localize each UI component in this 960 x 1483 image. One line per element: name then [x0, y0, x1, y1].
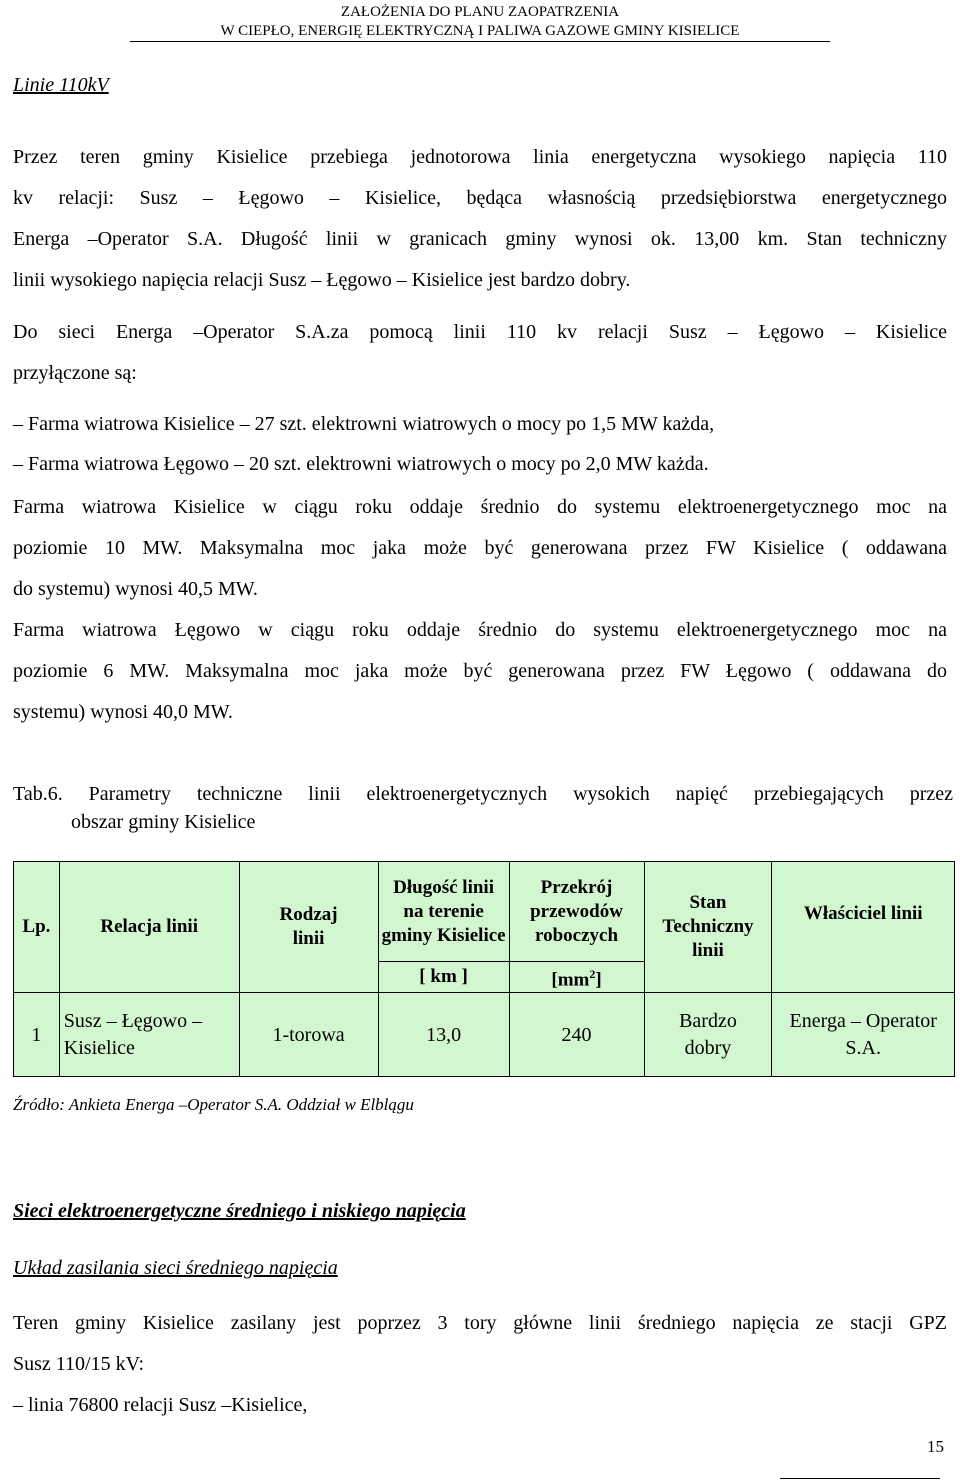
cell-relacja: Susz – Łęgowo – Kisielice — [59, 993, 239, 1077]
text-line: poziomie 10 MW. Maksymalna moc jaka może być generowana przez FW Kisielice ( oddawana — [13, 537, 947, 559]
page-number: 15 — [927, 1437, 944, 1456]
cell-stan: Bardzo dobry — [644, 993, 772, 1077]
footer-rule — [780, 1478, 940, 1479]
unit-przekroj-pre: [mm — [551, 969, 590, 991]
text-line: przyłączone są: — [13, 362, 137, 384]
list-item: – Farma wiatrowa Łęgowo – 20 szt. elektrowni wiatrowych o mocy po 2,0 MW każda. — [13, 453, 709, 475]
text-line: systemu) wynosi 40,0 MW. — [13, 701, 233, 723]
section-heading-110kv: Linie 110kV — [13, 74, 109, 96]
text-line: linii wysokiego napięcia relacji Susz – Łęgowo – Kisielice jest bardzo dobry. — [13, 269, 631, 291]
header-wlasciciel: Właściciel linii — [772, 862, 955, 993]
text-line: do systemu) wynosi 40,5 MW. — [13, 578, 258, 600]
paragraph-kisielice-farm — [13, 487, 947, 610]
header-lp: Lp. — [14, 862, 60, 993]
header-dlugosc: Długość linii na terenie gminy Kisielice — [378, 862, 509, 962]
cell-lp: 1 — [14, 993, 60, 1077]
table-row — [14, 993, 955, 1077]
technical-parameters-table — [13, 861, 955, 1077]
text-line: Energa –Operator S.A. Długość linii w granicach gminy wynosi ok. 13,00 km. Stan techniczny — [13, 228, 947, 250]
table-caption-label: Tab.6. — [13, 783, 63, 805]
text-line: Farma wiatrowa Kisielice w ciągu roku oddaje średnio do systemu elektroenergetycznego moc na — [13, 496, 947, 518]
line-list — [13, 1385, 947, 1426]
paragraph-connected — [13, 312, 947, 394]
text-line: Susz 110/15 kV: — [13, 1353, 145, 1375]
cell-dlugosc: 13,0 — [378, 993, 509, 1077]
unit-przekroj — [509, 962, 644, 993]
paragraph-intro — [13, 137, 947, 301]
table-caption-line1 — [13, 780, 953, 808]
table-caption-text: Parametry techniczne linii elektroenergetycznych wysokich napięć przebiegających przez — [88, 783, 954, 805]
unit-dlugosc: [ km ] — [378, 962, 509, 993]
table-source: Źródło: Ankieta Energa –Operator S.A. Oddział w Elblągu — [13, 1095, 414, 1114]
header-title-line2: W CIEPŁO, ENERGIĘ ELEKTRYCZNĄ I PALIWA GAZOWE GMINY KISIELICE — [130, 23, 830, 42]
cell-rodzaj: 1-torowa — [239, 993, 378, 1077]
table-caption — [13, 780, 953, 836]
section-heading-mv-lv: Sieci elektroenergetyczne średniego i niskiego napięcia — [13, 1200, 466, 1222]
text-line: kv relacji: Susz – Łęgowo – Kisielice, będąca własnością przedsiębiorstwa energetycznego — [13, 187, 947, 209]
header-stan: Stan Techniczny linii — [644, 862, 772, 993]
cell-wlasciciel: Energa – Operator S.A. — [772, 993, 955, 1077]
unit-przekroj-post: ] — [595, 969, 602, 991]
text-line: poziomie 6 MW. Maksymalna moc jaka może być generowana przez FW Łęgowo ( oddawana do — [13, 660, 947, 682]
cell-przekroj: 240 — [509, 993, 644, 1077]
wind-farm-list — [13, 404, 947, 484]
text-line: Farma wiatrowa Łęgowo w ciągu roku oddaje średnio do systemu elektroenergetycznego moc na — [13, 619, 947, 641]
paragraph-legowo-farm — [13, 610, 947, 733]
header-title-line1: ZAŁOŻENIA DO PLANU ZAOPATRZENIA — [340, 4, 620, 20]
text-line: Teren gminy Kisielice zasilany jest poprzez 3 tory główne linii średniego napięcia ze stacji GPZ — [13, 1312, 947, 1334]
header-przekroj: Przekrój przewodów roboczych — [509, 862, 644, 962]
header-relacja: Relacja linii — [59, 862, 239, 993]
list-item: – linia 76800 relacji Susz –Kisielice, — [13, 1394, 308, 1416]
list-item: – Farma wiatrowa Kisielice – 27 szt. elektrowni wiatrowych o mocy po 1,5 MW każda, — [13, 413, 715, 435]
paragraph-supply — [13, 1303, 947, 1385]
text-line: Do sieci Energa –Operator S.A.za pomocą linii 110 kv relacji Susz – Łęgowo – Kisielice — [13, 321, 947, 343]
text-line: Przez teren gminy Kisielice przebiega jednotorowa linia energetyczna wysokiego napięcia 110 — [13, 146, 947, 168]
table-caption-line2: obszar gminy Kisielice — [71, 811, 256, 833]
header-rodzaj: Rodzaj linii — [239, 862, 378, 993]
unit-przekroj-sup: 2 — [589, 967, 596, 981]
subheading-mv-supply: Układ zasilania sieci średniego napięcia — [13, 1257, 338, 1279]
